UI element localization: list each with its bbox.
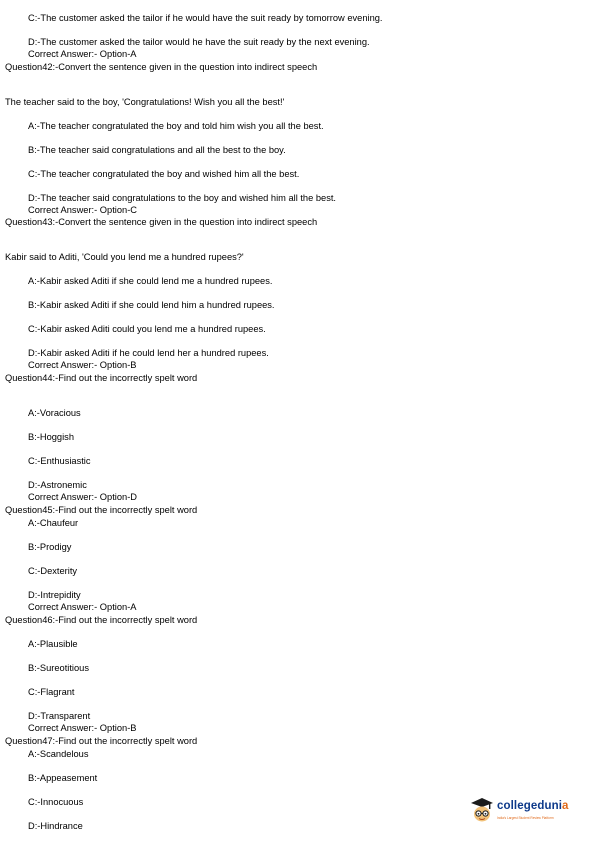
correct-answer-q44: Correct Answer:- Option-D (28, 492, 138, 502)
option-c-q41: C:-The customer asked the tailor if he would have the suit ready by tomorrow evening. (28, 13, 383, 23)
option-a-q43: A:-Kabir asked Aditi if she could lend me a hundred rupees. (28, 276, 273, 286)
option-a-q44: A:-Voracious (28, 408, 81, 418)
option-a-q46: A:-Plausible (28, 639, 78, 649)
option-a-q47: A:-Scandelous (28, 749, 89, 759)
correct-answer-q46: Correct Answer:- Option-B (28, 723, 137, 733)
question-46: Question46:-Find out the incorrectly spelt word (5, 615, 198, 625)
option-a-q45: A:-Chaufeur (28, 518, 79, 528)
option-c-q45: C:-Dexterity (28, 566, 78, 576)
correct-answer-q42: Correct Answer:- Option-C (28, 205, 138, 215)
correct-answer-q43: Correct Answer:- Option-B (28, 360, 137, 370)
option-b-q44: B:-Hoggish (28, 432, 74, 442)
option-d-q42: D:-The teacher said congratulations to the boy and wished him all the best. (28, 193, 337, 203)
question-42: Question42:-Convert the sentence given in the question into indirect speech (5, 62, 318, 72)
correct-answer-q45: Correct Answer:- Option-A (28, 602, 137, 612)
option-c-q43: C:-Kabir asked Aditi could you lend me a hundred rupees. (28, 324, 266, 334)
option-c-q44: C:-Enthusiastic (28, 456, 91, 466)
question-44: Question44:-Find out the incorrectly spelt word (5, 373, 198, 383)
logo-wordmark: collegedunia (497, 800, 569, 812)
option-b-q47: B:-Appeasement (28, 773, 98, 783)
option-b-q45: B:-Prodigy (28, 542, 72, 552)
question-47: Question47:-Find out the incorrectly spelt word (5, 736, 198, 746)
option-d-q44: D:-Astronemic (28, 480, 87, 490)
option-b-q43: B:-Kabir asked Aditi if she could lend him a hundred rupees. (28, 300, 275, 310)
option-c-q42: C:-The teacher congratulated the boy and wished him all the best. (28, 169, 300, 179)
option-d-q46: D:-Transparent (28, 711, 91, 721)
option-c-q47: C:-Innocuous (28, 797, 84, 807)
option-d-q41: D:-The customer asked the tailor would he have the suit ready by the next evening. (28, 37, 370, 47)
option-b-q46: B:-Sureotitious (28, 663, 89, 673)
question-43: Question43:-Convert the sentence given in the question into indirect speech (5, 217, 318, 227)
option-b-q42: B:-The teacher said congratulations and all the best to the boy. (28, 145, 286, 155)
question-43-sentence: Kabir said to Aditi, 'Could you lend me a hundred rupees?' (5, 252, 244, 262)
collegedunia-logo (469, 796, 591, 826)
correct-answer-q41: Correct Answer:- Option-A (28, 49, 137, 59)
option-c-q46: C:-Flagrant (28, 687, 75, 697)
option-a-q42: A:-The teacher congratulated the boy and told him wish you all the best. (28, 121, 324, 131)
question-42-sentence: The teacher said to the boy, 'Congratulations! Wish you all the best!' (5, 97, 285, 107)
logo-tagline: India's Largest Student Review Platform (497, 816, 554, 820)
option-d-q47: D:-Hindrance (28, 821, 83, 831)
option-d-q43: D:-Kabir asked Aditi if he could lend her a hundred rupees. (28, 348, 269, 358)
option-d-q45: D:-Intrepidity (28, 590, 81, 600)
question-45: Question45:-Find out the incorrectly spelt word (5, 505, 198, 515)
graduate-mascot-icon (469, 796, 495, 826)
